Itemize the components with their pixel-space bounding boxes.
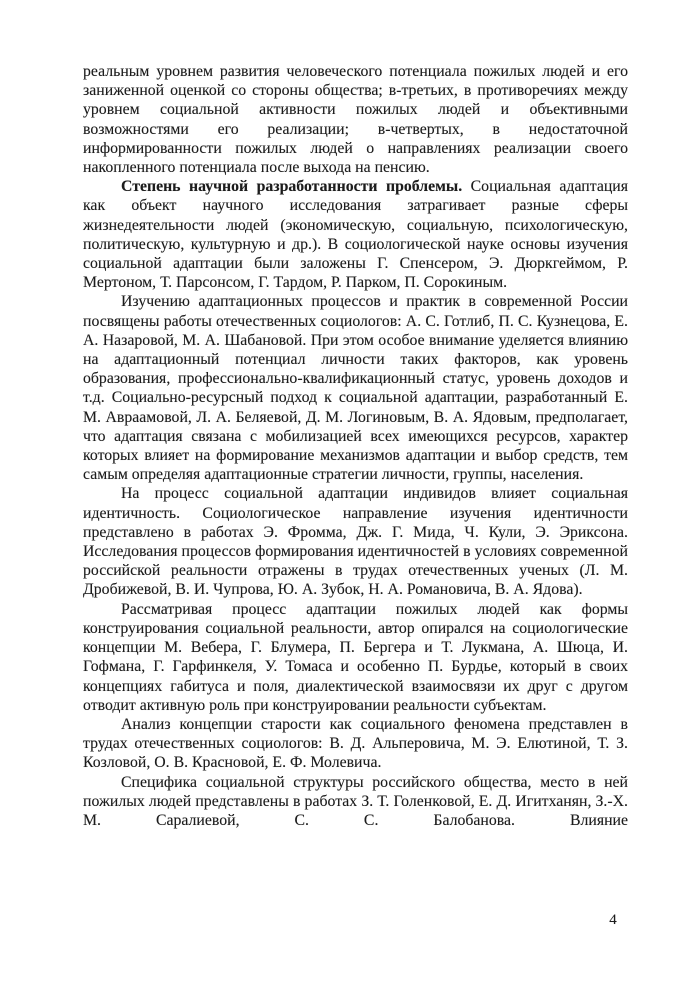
paragraph-social-structure: Специфика социальной структуры российского общества, место в ней пожилых людей представлены в работах З. Т. Голенковой, Е. Д. Игитханян, З.-Х. М. Саралиевой, С. С. Балобанова. Влияние xyxy=(83,773,628,829)
paragraph-old-age-concept: Анализ концепции старости как социального феномена представлен в трудах отечественных социологов: В. Д. Альперовича, М. Э. Елютиной, Т. З. Козловой, О. В. Красновой, Е. Ф. Молевича. xyxy=(83,715,628,772)
paragraph-social-identity: На процесс социальной адаптации индивидов влияет социальная идентичность. Социологическое направление изучения идентичности представлено в работах Э. Фромма, Дж. Г. Мида, Ч. Кули, Э. Эриксона. Исследования процессов формирования идентичностей в условиях современной российской реальности отражены в трудах отечественных ученых (Л. М. Дробижевой, В. И. Чупрова, Ю. А. Зубок, Н. А. Романовича, В. А. Ядова). xyxy=(83,485,628,599)
paragraph-construction-of-reality: Рассматривая процесс адаптации пожилых людей как формы конструирования социальной реальности, автор опирался на социологические концепции М. Вебера, Г. Блумера, П. Бергера и Т. Лукмана, А. Шюца, И. Гофмана, Г. Гарфинкеля, У. Томаса и особенно П. Бурдье, который в своих концепциях габитуса и поля, диалектической взаимосвязи их друг с другом отводит активную роль при конструировании реальности субъектам. xyxy=(83,600,628,714)
paragraph-adaptation-processes: Изучению адаптационных процессов и практик в современной России посвящены работы отечественных социологов: А. С. Готлиб, П. С. Кузнецова, Е. А. Назаровой, М. А. Шабановой. При этом особое внимание уделяется влиянию на адаптационный потенциал личности таких факторов, как уровень образования, профессионально-квалификационный статус, уровень доходов и т.д. Социально-ресурсный подход к социальной адаптации, разработанный Е. М. Авраамовой, Л. А. Беляевой, Д. М. Логиновым, В. А. Ядовым, предполагает, что адаптация связана с мобилизацией всех имеющихся ресурсов, характер которых влияет на формирование механизмов адаптации и выбор средств, тем самым определяя адаптационные стратегии личности, группы, населения. xyxy=(83,293,628,484)
paragraph-degree-of-research xyxy=(83,177,628,292)
paragraph-text: Социальная адаптация как объект научного исследования затрагивает разные сферы жизнедеятельности людей (экономическую, социальную, психологическую, политическую, культурную и др.). В социологической науке основы изучения социальной адаптации были заложены Г. Спенсером, Э. Дюркгеймом, Р. Мертоном, Т. Парсонсом, Г. Тардом, Р. Парком, П. Сорокиным. xyxy=(83,178,628,292)
page-number: 4 xyxy=(609,912,617,928)
text-body xyxy=(83,62,628,830)
inline-section-heading: Степень научной разработанности проблемы. xyxy=(121,178,463,196)
paragraph-continuation: реальным уровнем развития человеческого потенциала пожилых людей и его заниженной оценкой со стороны общества; в-третьих, в противоречиях между уровнем социальной активности пожилых людей и объективными возможностями его реализации; в-четвертых, в недостаточной информированности пожилых людей о направлениях реализации своего накопленного потенциала после выхода на пенсию. xyxy=(83,63,628,177)
